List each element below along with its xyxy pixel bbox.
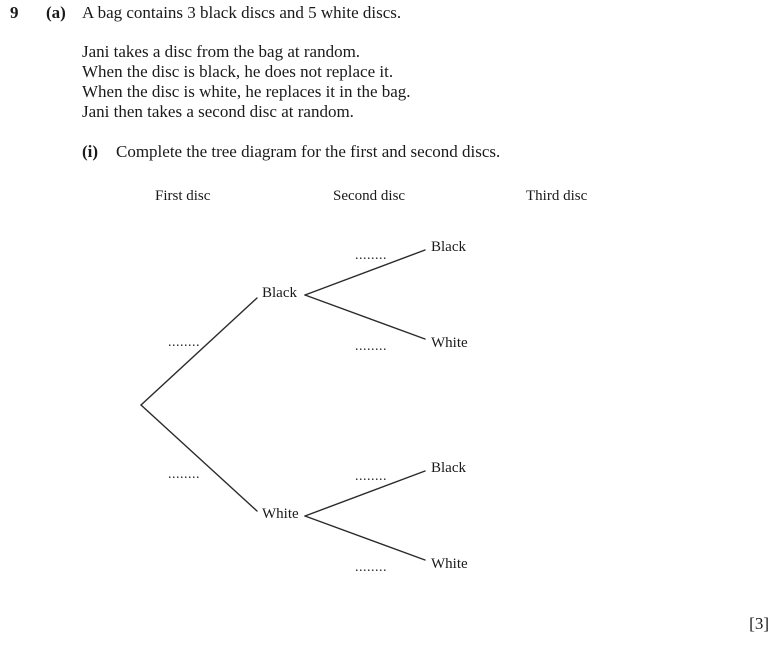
node-white-white: White [431,556,468,572]
branch-white-white [305,516,425,560]
question-intro: A bag contains 3 black discs and 5 white discs. [82,3,402,22]
blank-black-white[interactable]: ........ [355,339,387,354]
blank-first-black[interactable]: ........ [168,335,200,350]
branch-first-black [141,298,257,405]
part-label: (a) [46,3,66,22]
header-third-disc: Third disc [526,188,588,204]
header-first-disc: First disc [155,188,211,204]
node-first-black: Black [262,285,297,301]
node-black-white: White [431,335,468,351]
subpart-label: (i) [82,142,99,161]
question-number: 9 [10,3,19,22]
question-line: Jani takes a disc from the bag at random. [82,42,361,61]
question-line: When the disc is white, he replaces it in the bag. [82,82,411,101]
blank-white-white[interactable]: ........ [355,560,387,575]
branch-first-white [141,405,257,511]
question-line: Jani then takes a second disc at random. [82,102,354,121]
branch-black-white [305,295,425,339]
blank-first-white[interactable]: ........ [168,467,200,482]
question-line: When the disc is black, he does not replace it. [82,62,394,81]
node-first-white: White [262,506,299,522]
marks-indicator: [3] [749,614,769,633]
subpart-instruction: Complete the tree diagram for the first and second discs. [116,142,501,161]
header-second-disc: Second disc [333,188,406,204]
blank-white-black[interactable]: ........ [355,469,387,484]
node-white-black: Black [431,460,466,476]
blank-black-black[interactable]: ........ [355,248,387,263]
node-black-black: Black [431,239,466,255]
